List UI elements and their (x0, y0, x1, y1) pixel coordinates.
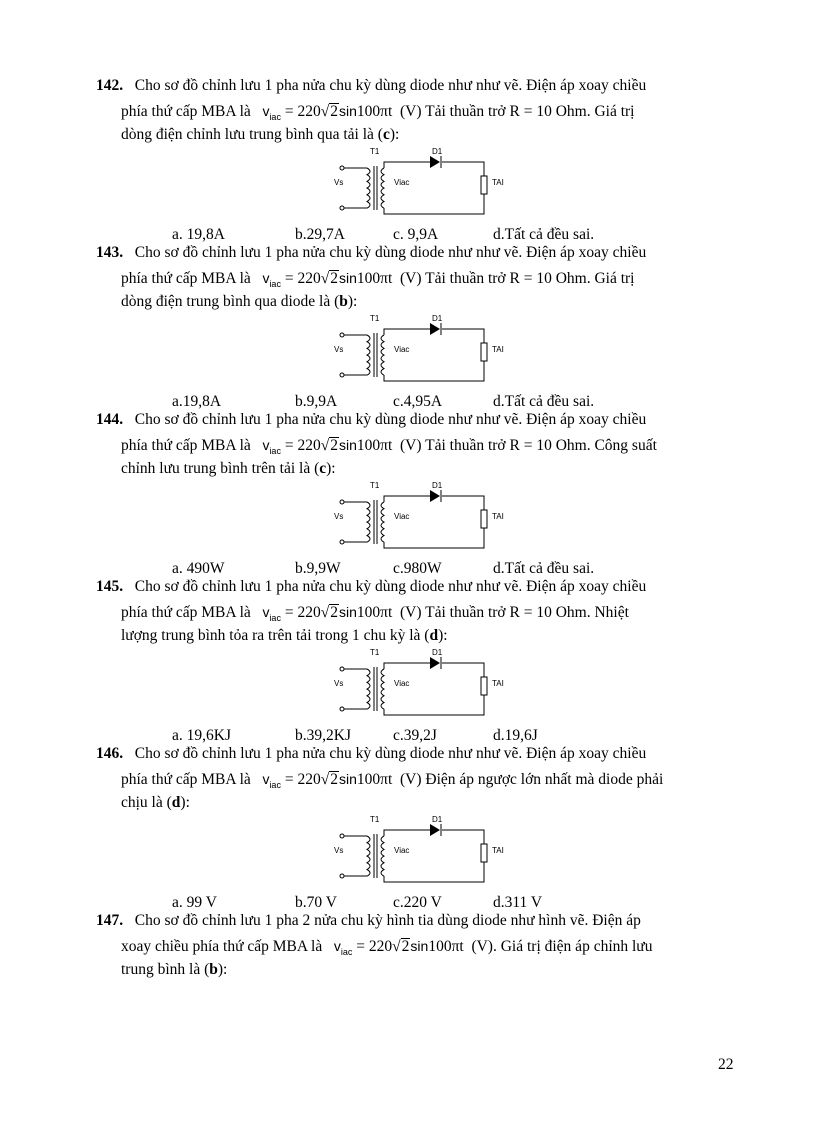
option-b: b.29,7A (295, 226, 345, 243)
vs-label: Vs (334, 846, 344, 855)
vs-label: Vs (334, 512, 344, 521)
d1-label: D1 (432, 481, 443, 490)
question-number: 147. (96, 912, 124, 929)
t1-label: T1 (370, 147, 380, 156)
resistor-icon (481, 844, 487, 862)
question-text: phía thứ cấp MBA là (121, 437, 251, 454)
question-text: Cho sơ đồ chỉnh lưu 1 pha nửa chu kỳ dùng diode như như vẽ. Điện áp xoay chiều (134, 77, 647, 94)
voltage-formula: $v_{iac} = 220√2\sin 100\pi t$ (333, 938, 464, 957)
question-text: (V) Tải thuần trở R = 10 Ohm. Giá trị (400, 270, 635, 287)
vs-label: Vs (334, 178, 344, 187)
option-c: c.980W (393, 560, 442, 577)
half-wave-rectifier-circuit (334, 814, 506, 888)
page-number: 22 (718, 1056, 734, 1073)
question-line-1 (96, 76, 646, 96)
answer-key: b (339, 293, 348, 310)
option-a: a. 490W (172, 560, 225, 577)
option-d: d.19,6J (493, 727, 538, 744)
question-line-2 (121, 602, 629, 628)
question-number: 144. (96, 411, 124, 428)
question-text: phía thứ cấp MBA là (121, 604, 251, 621)
half-wave-rectifier-circuit (334, 647, 506, 721)
question-line-3: dòng điện trung bình qua diode là (b): (121, 293, 358, 310)
question-line-3: dòng điện chỉnh lưu trung bình qua tải là (c): (121, 126, 400, 143)
question-line-2 (121, 268, 635, 294)
answer-key: b (209, 961, 218, 978)
tai-label: TAI (492, 512, 504, 521)
question-line-1 (96, 744, 646, 764)
t1-label: T1 (370, 314, 380, 323)
tai-label: TAI (492, 846, 504, 855)
question-text: Cho sơ đồ chỉnh lưu 1 pha nửa chu kỳ dùng diode như như vẽ. Điện áp xoay chiều (134, 244, 647, 261)
answer-key: c (319, 460, 327, 477)
t1-label: T1 (370, 481, 380, 490)
question-number: 146. (96, 745, 124, 762)
vs-label: Vs (334, 679, 344, 688)
question-text: (V) Điện áp ngược lớn nhất mà diode phải (400, 771, 664, 788)
d1-label: D1 (432, 147, 443, 156)
d1-label: D1 (432, 815, 443, 824)
option-c: c.220 V (393, 894, 442, 911)
question-text: (V) Tải thuần trở R = 10 Ohm. Nhiệt (400, 604, 629, 621)
t1-label: T1 (370, 648, 380, 657)
question-text: xoay chiều phía thứ cấp MBA là (121, 938, 323, 955)
d1-label: D1 (432, 314, 443, 323)
option-a: a. 99 V (172, 894, 217, 911)
option-c: c. 9,9A (393, 226, 439, 243)
question-text: (V) Tải thuần trở R = 10 Ohm. Giá trị (400, 103, 635, 120)
diode-icon (430, 156, 440, 168)
question-text: phía thứ cấp MBA là (121, 103, 251, 120)
half-wave-rectifier-circuit (334, 480, 506, 554)
question-line-2 (121, 435, 657, 461)
viac-label: Viac (394, 846, 410, 855)
voltage-formula: $v_{iac} = 220√2\sin 100\pi t$ (262, 437, 393, 456)
diode-icon (430, 657, 440, 669)
question-text: (V) Tải thuần trở R = 10 Ohm. Công suất (400, 437, 657, 454)
question-line-3: chỉnh lưu trung bình trên tải là (c): (121, 460, 336, 477)
option-d: d.Tất cả đều sai. (493, 226, 595, 243)
tai-label: TAI (492, 178, 504, 187)
question-line-1 (96, 911, 641, 931)
question-line-2 (121, 936, 652, 962)
viac-label: Viac (394, 512, 410, 521)
question-text: Cho sơ đồ chỉnh lưu 1 pha nửa chu kỳ dùng diode như như vẽ. Điện áp xoay chiều (134, 745, 647, 762)
option-b: b.9,9A (295, 393, 338, 410)
t1-label: T1 (370, 815, 380, 824)
answer-key: d (171, 794, 181, 811)
half-wave-rectifier-circuit (334, 313, 506, 387)
question-line-2 (121, 101, 635, 127)
viac-label: Viac (394, 345, 410, 354)
option-b: b.39,2KJ (295, 727, 351, 744)
option-a: a.19,8A (172, 393, 222, 410)
question-number: 142. (96, 77, 124, 94)
voltage-formula: $v_{iac} = 220√2\sin 100\pi t$ (262, 270, 393, 289)
resistor-icon (481, 510, 487, 528)
option-d: d.311 V (493, 894, 543, 911)
voltage-formula: $v_{iac} = 220√2\sin 100\pi t$ (262, 604, 393, 623)
question-line-3: chịu là (d): (121, 794, 190, 811)
option-c: c.4,95A (393, 393, 443, 410)
d1-label: D1 (432, 648, 443, 657)
diode-icon (430, 824, 440, 836)
viac-label: Viac (394, 679, 410, 688)
answer-key: c (382, 126, 390, 143)
question-text: Cho sơ đồ chỉnh lưu 1 pha nửa chu kỳ dùng diode như như vẽ. Điện áp xoay chiều (134, 578, 647, 595)
voltage-formula: $v_{iac} = 220√2\sin 100\pi t$ (262, 771, 393, 790)
question-line-1 (96, 577, 646, 597)
option-a: a. 19,8A (172, 226, 225, 243)
voltage-formula: $v_{iac} = 220√2\sin 100\pi t$ (262, 103, 393, 122)
option-b: b.9,9W (295, 560, 341, 577)
answer-key: d (429, 627, 439, 644)
option-c: c.39,2J (393, 727, 437, 744)
question-text: Cho sơ đồ chỉnh lưu 1 pha 2 nửa chu kỳ hình tia dùng diode như hình vẽ. Điện áp (134, 912, 641, 929)
question-line-3: lượng trung bình tỏa ra trên tải trong 1 chu kỳ là (d): (121, 627, 448, 644)
question-number: 143. (96, 244, 124, 261)
resistor-icon (481, 677, 487, 695)
resistor-icon (481, 176, 487, 194)
question-text: phía thứ cấp MBA là (121, 270, 251, 287)
question-line-1 (96, 410, 646, 430)
question-text: (V). Giá trị điện áp chỉnh lưu (471, 938, 653, 955)
viac-label: Viac (394, 178, 410, 187)
question-line-3: trung bình là (b): (121, 961, 228, 978)
tai-label: TAI (492, 679, 504, 688)
resistor-icon (481, 343, 487, 361)
diode-icon (430, 323, 440, 335)
half-wave-rectifier-circuit (334, 146, 506, 220)
diode-icon (430, 490, 440, 502)
question-line-1 (96, 243, 646, 263)
tai-label: TAI (492, 345, 504, 354)
question-text: phía thứ cấp MBA là (121, 771, 251, 788)
vs-label: Vs (334, 345, 344, 354)
option-b: b.70 V (295, 894, 337, 911)
question-text: Cho sơ đồ chỉnh lưu 1 pha nửa chu kỳ dùng diode như như vẽ. Điện áp xoay chiều (134, 411, 647, 428)
option-d: d.Tất cả đều sai. (493, 560, 595, 577)
question-number: 145. (96, 578, 124, 595)
option-d: d.Tất cả đều sai. (493, 393, 595, 410)
question-line-2 (121, 769, 663, 795)
option-a: a. 19,6KJ (172, 727, 231, 744)
